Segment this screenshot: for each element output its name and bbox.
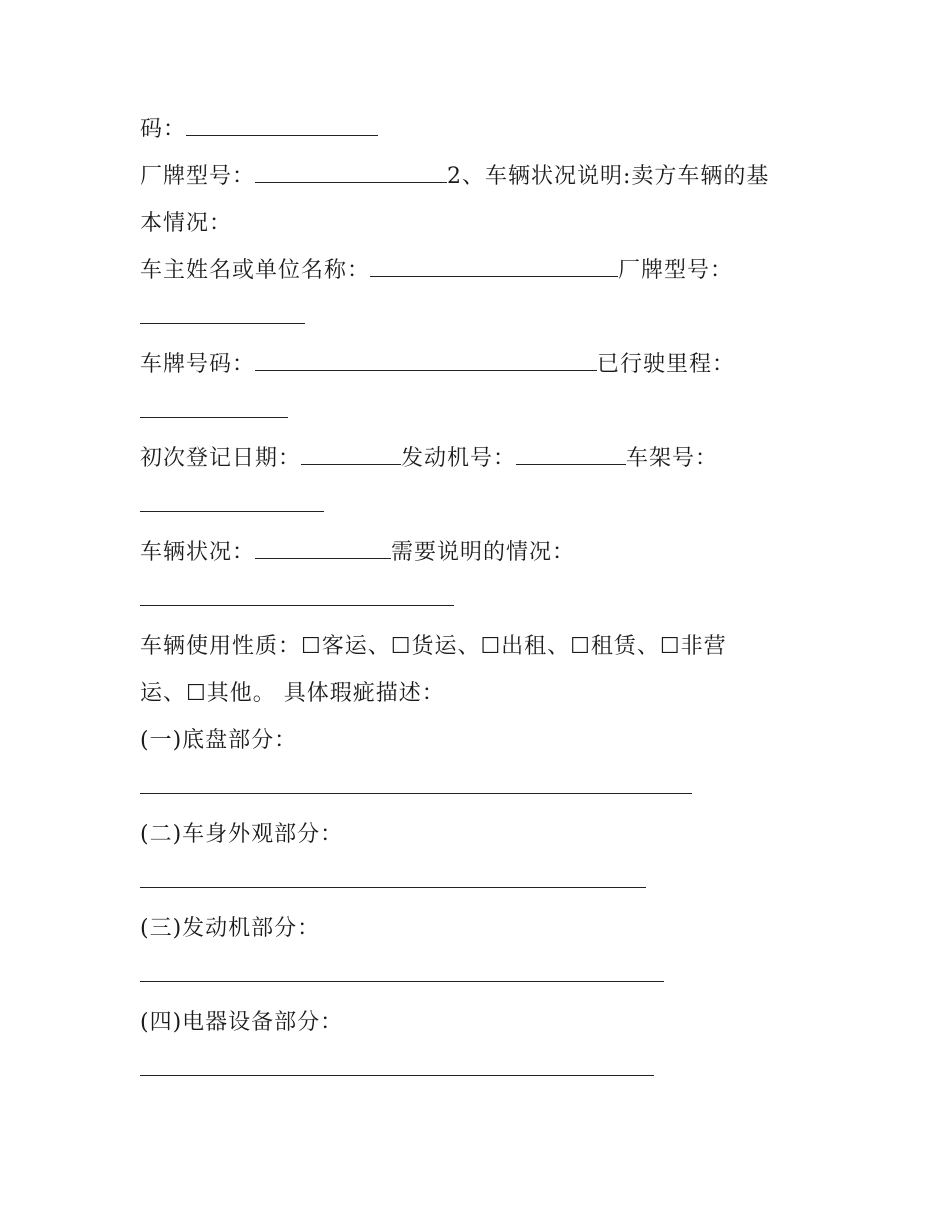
chassis-label: (一)底盘部分：: [140, 728, 298, 753]
frame-number-blank[interactable]: [140, 491, 324, 512]
line-basic-info: [140, 200, 830, 247]
usage-nature-options: 车辆使用性质：☐客运、☐货运、☐出租、☐租赁、☐非营: [140, 634, 727, 659]
plate-number-blank[interactable]: [255, 350, 597, 371]
owner-name-blank[interactable]: [370, 256, 618, 277]
line-electrical-blank: [140, 1046, 830, 1093]
line-chassis: [140, 717, 830, 764]
line-body-blank: [140, 858, 830, 905]
engine-number-blank[interactable]: [516, 444, 626, 465]
code-blank[interactable]: [186, 115, 378, 136]
body-exterior-blank[interactable]: [140, 867, 646, 888]
line-engine: [140, 905, 830, 952]
line-brand-model: [140, 153, 830, 200]
form-content: [140, 106, 830, 1093]
plate-number-label: 车牌号码：: [140, 352, 256, 377]
electrical-blank[interactable]: [140, 1055, 654, 1076]
frame-number-label: 车架号：: [626, 446, 719, 471]
owner-name-label: 车主姓名或单位名称：: [140, 258, 371, 283]
notes-blank[interactable]: [140, 585, 454, 606]
mileage-label: 已行驶里程：: [597, 352, 736, 377]
chassis-blank[interactable]: [140, 773, 692, 794]
line-usage-cont: [140, 670, 830, 717]
code-label: 码：: [140, 117, 187, 142]
line-usage: [140, 623, 830, 670]
usage-other-and-defects: 运、☐其他。 具体瑕疵描述：: [140, 681, 445, 706]
brand-model-blank-2[interactable]: [140, 303, 305, 324]
line-engine-blank: [140, 952, 830, 999]
line-condition: [140, 529, 830, 576]
brand-model-label: 厂牌型号：: [140, 164, 256, 189]
vehicle-condition-label: 车辆状况：: [140, 540, 256, 565]
vehicle-status-heading: 2、车辆状况说明:卖方车辆的基: [447, 164, 770, 189]
line-owner: [140, 247, 830, 294]
notes-label: 需要说明的情况：: [391, 540, 576, 565]
body-exterior-label: (二)车身外观部分：: [140, 822, 344, 847]
brand-model-blank[interactable]: [255, 162, 447, 183]
line-frame-blank: [140, 482, 830, 529]
engine-number-label: 发动机号：: [401, 446, 517, 471]
mileage-blank[interactable]: [140, 397, 288, 418]
line-mileage-blank: [140, 388, 830, 435]
line-brand-model-blank: [140, 294, 830, 341]
line-code: [140, 106, 830, 153]
basic-info-label: 本情况：: [140, 211, 233, 236]
registration-date-label: 初次登记日期：: [140, 446, 302, 471]
line-chassis-blank: [140, 764, 830, 811]
line-electrical: [140, 999, 830, 1046]
engine-blank[interactable]: [140, 961, 664, 982]
vehicle-condition-blank[interactable]: [255, 538, 391, 559]
registration-date-blank[interactable]: [301, 444, 401, 465]
line-body: [140, 811, 830, 858]
line-notes-blank: [140, 576, 830, 623]
line-plate: [140, 341, 830, 388]
line-registration: [140, 435, 830, 482]
electrical-label: (四)电器设备部分：: [140, 1010, 344, 1035]
engine-label: (三)发动机部分：: [140, 916, 321, 941]
brand-model-label-2: 厂牌型号：: [618, 258, 734, 283]
